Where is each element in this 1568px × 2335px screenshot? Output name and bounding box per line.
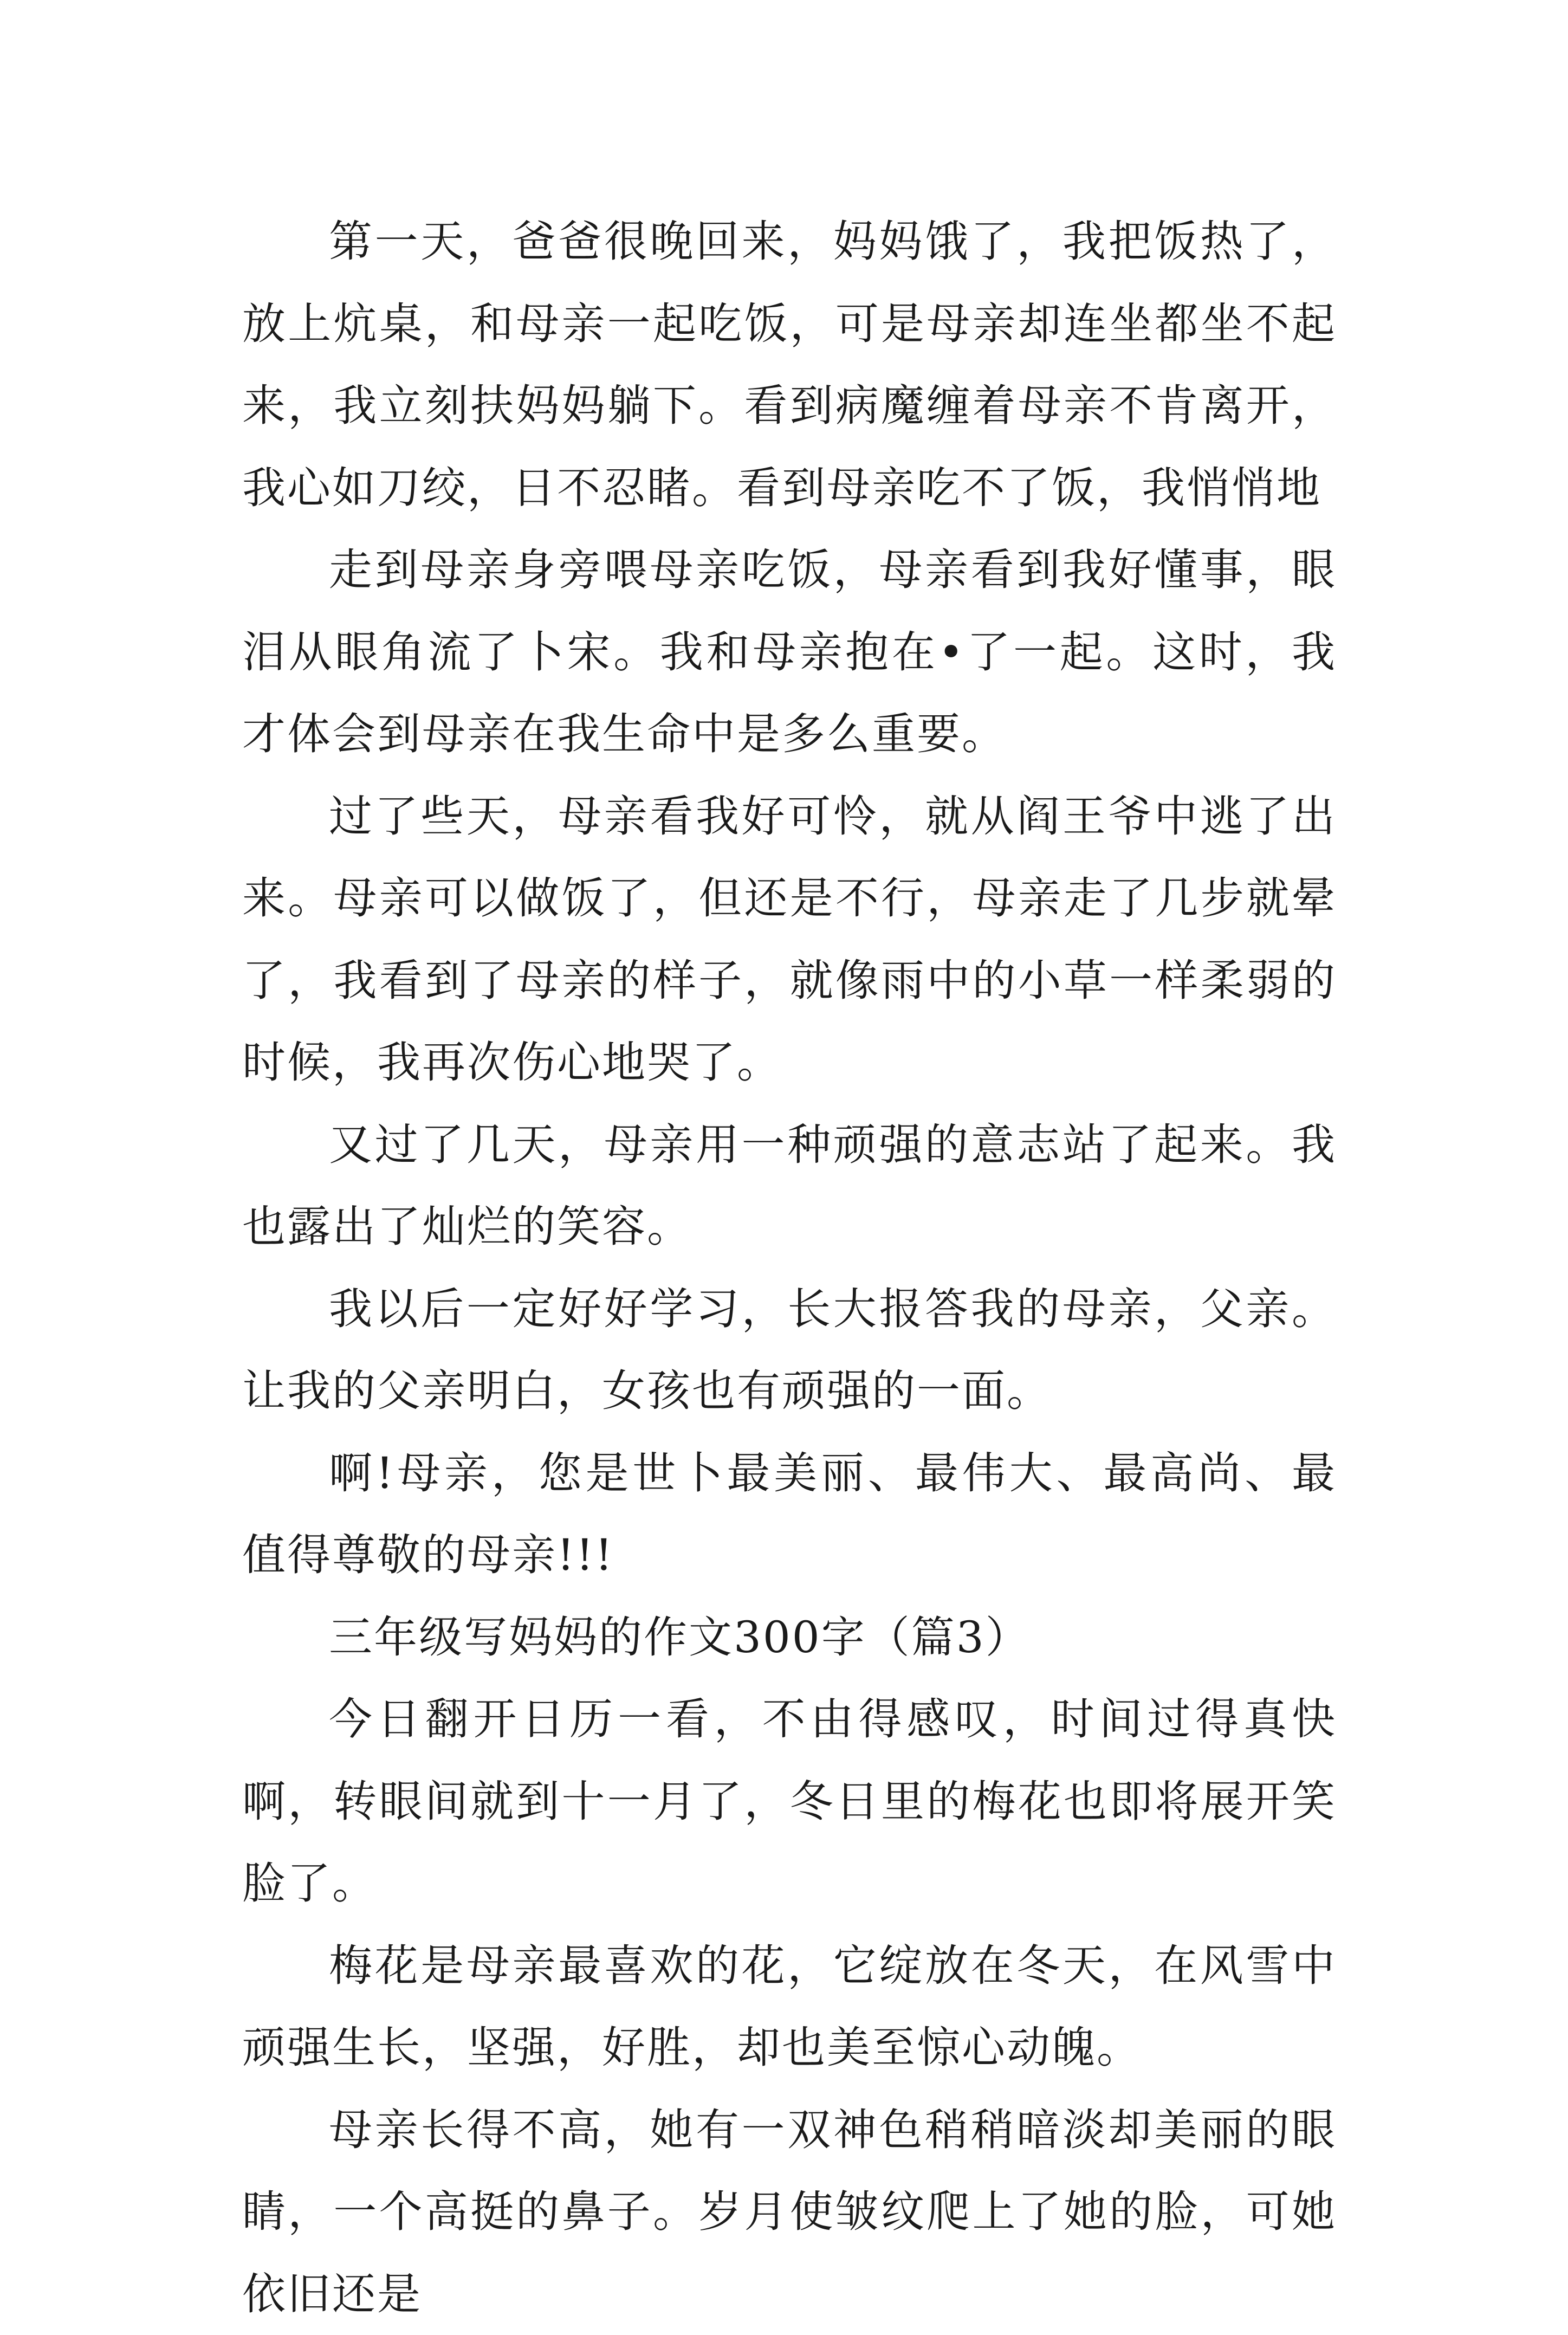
paragraph-8: 梅花是母亲最喜欢的花，它绽放在冬天，在风雪中顽强生长，坚强，好胜，却也美至惊心动魄。 [242, 1925, 1337, 2089]
paragraph-4: 又过了几天，母亲用一种顽强的意志站了起来。我也露出了灿烂的笑容。 [242, 1104, 1337, 1268]
paragraph-7: 今日翻开日历一看，不由得感叹，时间过得真快啊，转眼间就到十一月了，冬日里的梅花也即将展开笑脸了。 [242, 1678, 1337, 1925]
paragraph-5: 我以后一定好好学习，长大报答我的母亲，父亲。让我的父亲明白，女孩也有顽强的一面。 [242, 1268, 1337, 1432]
document-body [242, 200, 1337, 2335]
paragraph-6: 啊!母亲，您是世卜最美丽、最伟大、最高尚、最值得尊敬的母亲!!! [242, 1432, 1337, 1596]
paragraph-9: 母亲长得不高，她有一双神色稍稍暗淡却美丽的眼睛，一个高挺的鼻子。岁月使皱纹爬上了她的脸，可她依旧还是 [242, 2089, 1337, 2335]
paragraph-3: 过了些天，母亲看我好可怜，就从阎王爷中逃了出来。母亲可以做饭了，但还是不行，母亲走了几步就晕了，我看到了母亲的样子，就像雨中的小草一样柔弱的时候，我再次伤心地哭了。 [242, 775, 1337, 1104]
paragraph-1: 第一天，爸爸很晚回来，妈妈饿了，我把饭热了，放上炕桌，和母亲一起吃饭，可是母亲却连坐都坐不起来，我立刻扶妈妈躺下。看到病魔缠着母亲不肯离开，我心如刀绞，日不忍睹。看到母亲吃不了饭，我悄悄地 [242, 200, 1337, 529]
paragraph-2: 走到母亲身旁喂母亲吃饭，母亲看到我好懂事，眼泪从眼角流了卜宋。我和母亲抱在•了一起。这时，我才体会到母亲在我生命中是多么重要。 [242, 529, 1337, 775]
section-heading: 三年级写妈妈的作文300字（篇3） [242, 1596, 1337, 1679]
